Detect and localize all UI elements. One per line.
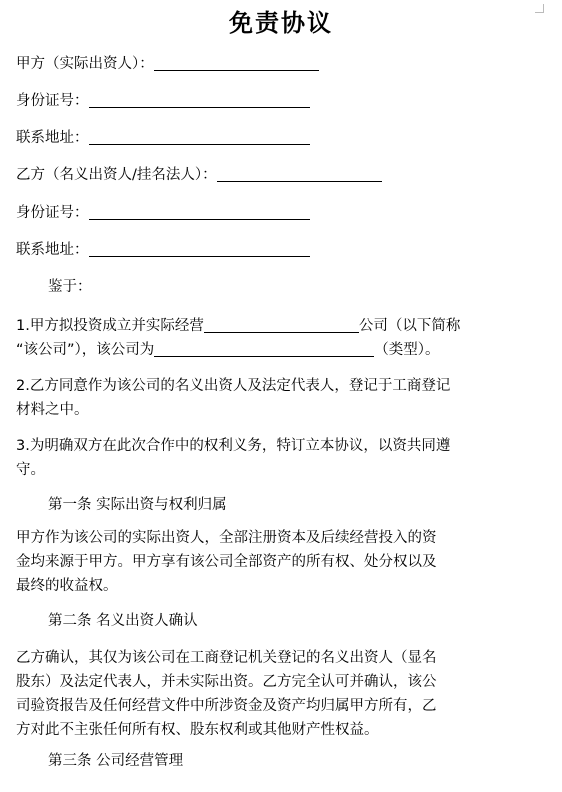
recital-1-line-2 (16, 338, 546, 362)
party-b-blank (217, 166, 382, 182)
article-1-line-2: 金均来源于甲方。甲方享有该公司全部资产的所有权、处分权以及 (16, 554, 437, 570)
party-b-label: 乙方（名义出资人/挂名法人）： (16, 167, 217, 183)
party-b-id-label: 身份证号： (16, 205, 89, 221)
party-b-address-blank (89, 241, 310, 257)
article-1-body (16, 526, 546, 598)
article-3-title: 第三条 公司经营管理 (48, 753, 184, 769)
recital-1 (16, 314, 546, 362)
article-1-title: 第一条 实际出资与权利归属 (48, 497, 227, 513)
recital-1-part-a: 1.甲方拟投资成立并实际经营 (16, 318, 204, 334)
recital-3-line-2: 守。 (16, 462, 45, 478)
party-a-address-field (16, 127, 310, 149)
party-b-id-blank (89, 204, 310, 220)
article-2-body (16, 646, 546, 742)
article-2-line-4: 方对此不主张任何所有权、股东权利或其他财产性权益。 (16, 722, 379, 738)
party-b-field (16, 164, 382, 186)
recital-2-line-1: 2.乙方同意作为该公司的名义出资人及法定代表人，登记于工商登记 (16, 378, 451, 394)
party-a-id-blank (89, 92, 310, 108)
article-2-line-2: 股东）及法定代表人，并未实际出资。乙方完全认可并确认，该公 (16, 674, 437, 690)
party-a-address-label: 联系地址： (16, 130, 89, 146)
article-1-line-3: 最终的收益权。 (16, 578, 118, 594)
party-b-address-field (16, 239, 310, 261)
recital-3-line-1: 3.为明确双方在此次合作中的权利义务，特订立本协议，以资共同遵 (16, 438, 451, 454)
recital-1-part-d: （类型）。 (374, 342, 440, 358)
document-title: 免责协议 (229, 9, 333, 37)
article-2-line-3: 司验资报告及任何经营文件中所涉资金及资产均归属甲方所有，乙 (16, 698, 437, 714)
article-2-line-1: 乙方确认，其仅为该公司在工商登记机关登记的名义出资人（显名 (16, 650, 437, 666)
recital-2-line-2: 材料之中。 (16, 402, 89, 418)
party-a-id-label: 身份证号： (16, 93, 89, 109)
party-b-id-field (16, 202, 310, 224)
recital-2 (16, 374, 546, 422)
whereas-heading: 鉴于： (48, 279, 92, 295)
party-a-field (16, 53, 319, 75)
recital-3 (16, 434, 546, 482)
recital-1-part-b: 公司（以下简称 (358, 318, 461, 334)
party-a-id-field (16, 90, 310, 112)
company-name-blank (204, 317, 359, 333)
recital-1-part-c: “该公司”），该公司为 (16, 342, 155, 358)
article-2-title: 第二条 名义出资人确认 (48, 613, 198, 629)
party-a-address-blank (89, 129, 310, 145)
party-a-blank (154, 55, 319, 71)
article-1-line-1: 甲方作为该公司的实际出资人，全部注册资本及后续经营投入的资 (16, 530, 437, 546)
party-a-label: 甲方（实际出资人）： (16, 56, 154, 72)
company-type-blank (154, 341, 374, 357)
party-b-address-label: 联系地址： (16, 242, 89, 258)
recital-1-line-1 (16, 314, 546, 338)
